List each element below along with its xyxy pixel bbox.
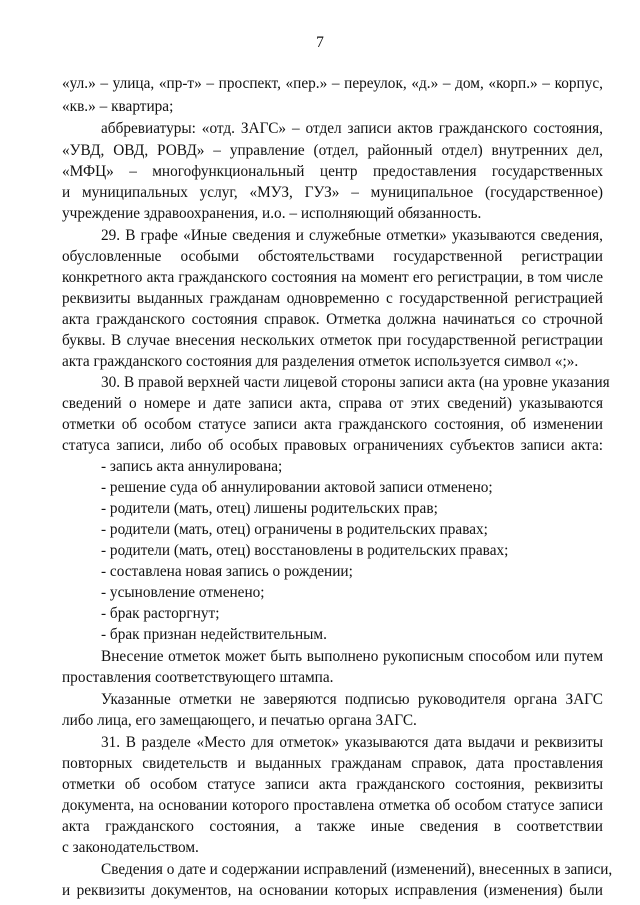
list-item: - запись акта аннулирована; [101, 458, 283, 475]
text-line: проставления соответствующего штампа. [62, 669, 334, 686]
text-line: конкретного акта гражданского состояния на момент его регистрации, в том числе [62, 269, 603, 286]
list-item: - брак расторгнут; [101, 605, 220, 622]
text-line: «УВД, ОВД, РОВД» – управление (отдел, районный отдел) внутренних дел, [62, 142, 603, 159]
list-item: - родители (мать, отец) лишены родительских прав; [101, 500, 438, 517]
text-line: «ул.» – улица, «пр-т» – проспект, «пер.» – переулок, «д.» – дом, «корп.» – корпус, [62, 75, 603, 92]
text-line: Указанные отметки не заверяются подписью руководителя органа ЗАГС [101, 691, 603, 708]
text-line: учреждение здравоохранения, и.о. – исполняющий обязанность. [62, 205, 482, 222]
text-line: Сведения о дате и содержании исправлений (изменений), внесенных в записи, [101, 861, 613, 878]
text-line: либо лица, его замещающего, и печатью органа ЗАГС. [62, 712, 417, 729]
text-line: акта гражданского состояния для разделения отметок используется символ «;». [62, 353, 579, 370]
list-item: - составлена новая запись о рождении; [101, 563, 353, 580]
text-line: аббревиатуры: «отд. ЗАГС» – отдел записи актов гражданского состояния, [101, 120, 603, 137]
text-line: отметки об особом статусе записи акта гражданского состояния, реквизиты [62, 776, 603, 793]
text-line: отметки об особом статусе записи акта гражданского состояния, об изменении [62, 416, 603, 433]
text-line: и реквизиты документов, на основании которых исправления (изменения) были [62, 882, 603, 899]
text-line: «МФЦ» – многофункциональный центр предоставления государственных [62, 163, 603, 180]
list-item: - брак признан недействительным. [101, 626, 327, 643]
list-item: - решение суда об аннулировании актовой записи отменено; [101, 479, 493, 496]
list-item: - усыновление отменено; [101, 584, 265, 601]
text-line: буквы. В случае внесения нескольких отметок при государственной регистрации [62, 332, 603, 349]
text-line: 31. В разделе «Место для отметок» указываются дата выдачи и реквизиты [101, 734, 603, 751]
text-line: сведений о номере и дате записи акта, справа от этих сведений) указываются [62, 395, 603, 412]
text-line: 29. В графе «Иные сведения и служебные отметки» указываются сведения, [101, 227, 603, 244]
text-line: акта гражданского состояния справок. Отметка должна начинаться со строчной [62, 311, 603, 328]
text-line: обусловленные особыми обстоятельствами государственной регистрации [62, 248, 603, 265]
text-line: «кв.» – квартира; [62, 98, 174, 115]
list-item: - родители (мать, отец) ограничены в родительских правах; [101, 521, 488, 538]
text-line: повторных свидетельств и выданных гражданам справок, дата проставления [62, 755, 603, 772]
text-line: и муниципальных услуг, «МУЗ, ГУЗ» – муниципальное (государственное) [62, 184, 603, 201]
text-line: статуса записи, либо об особых правовых ограничениях субъектов записи акта: [62, 437, 603, 454]
text-line: с законодательством. [62, 839, 199, 856]
text-line: акта гражданского состояния, а также иные сведения в соответствии [62, 818, 603, 835]
text-line: документа, на основании которого проставлена отметка об особом статусе записи [62, 797, 603, 814]
text-line: реквизиты выданных гражданам одновременно с государственной регистрацией [62, 290, 603, 307]
list-item: - родители (мать, отец) восстановлены в родительских правах; [101, 542, 509, 559]
page-number: 7 [316, 34, 324, 51]
text-line: 30. В правой верхней части лицевой стороны записи акта (на уровне указания [101, 374, 610, 391]
text-line: Внесение отметок может быть выполнено рукописным способом или путем [101, 648, 603, 665]
